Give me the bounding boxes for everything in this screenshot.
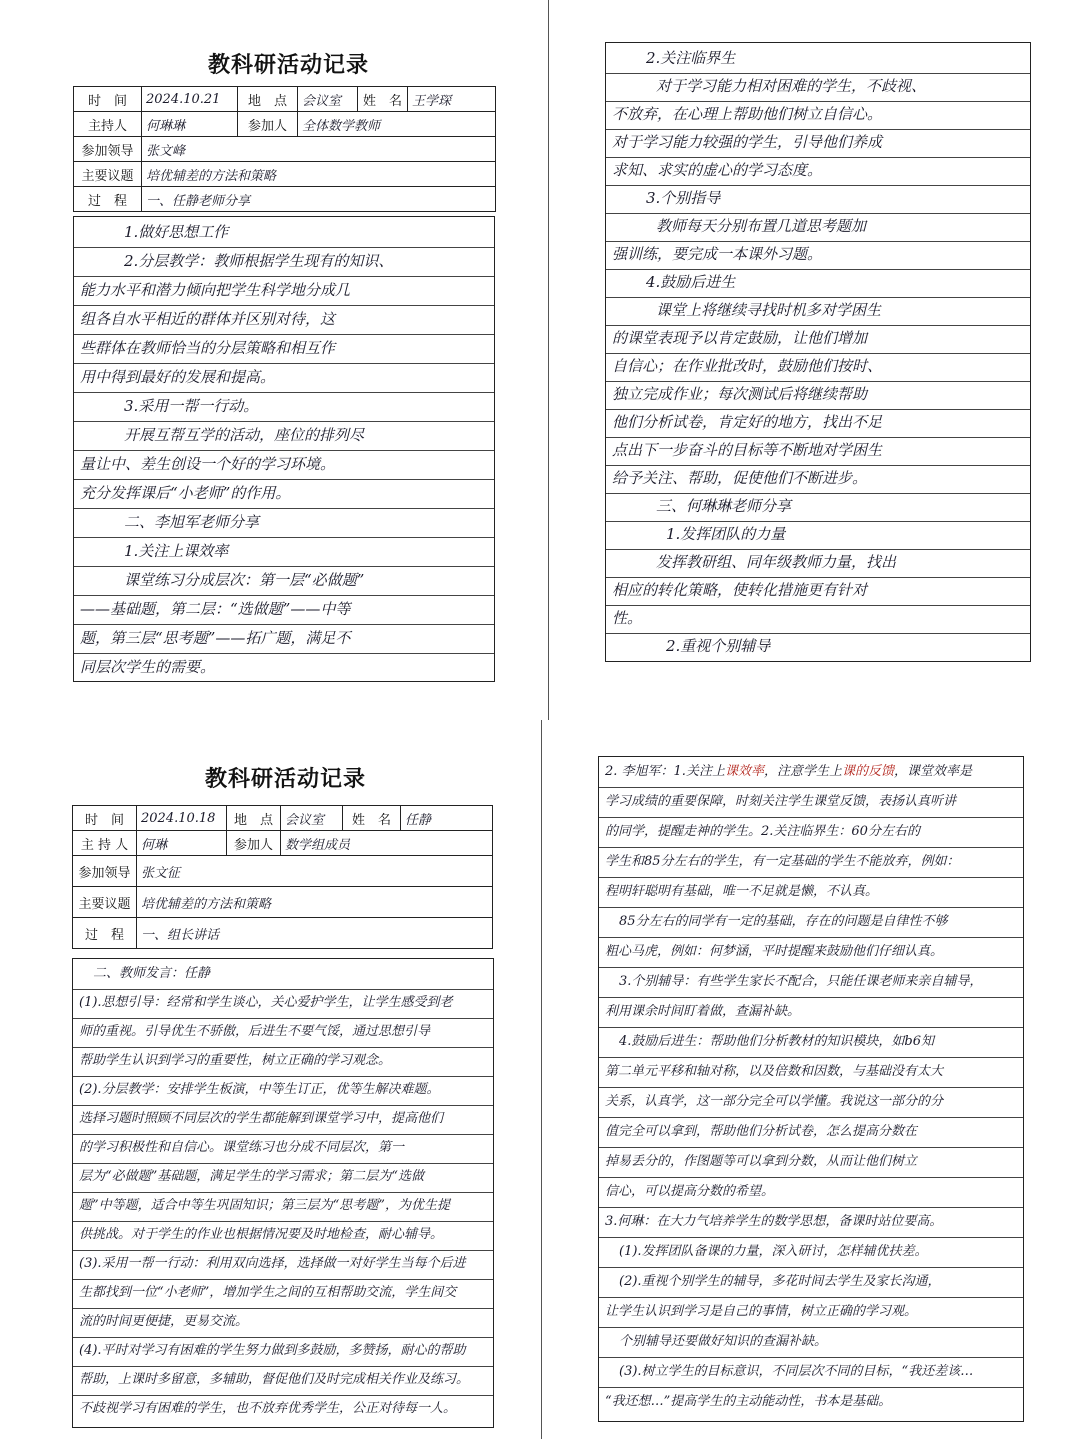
ruled-line: (3).采用一帮一行动：利用双向选择，选择做一对好学生当每个后进 (73, 1249, 493, 1280)
ruled-line: 2.重视个别辅导 (666, 637, 771, 655)
highlighted-text: 课效率 (724, 764, 764, 779)
ruled-line: 帮助学生认识到学习的重要性，树立正确的学习观念。 (73, 1046, 493, 1077)
top-left-record-table (73, 86, 496, 212)
ruled-line: 独立完成作业；每次测试后将继续帮助 (606, 379, 1030, 410)
participants-label: 参加人 (227, 831, 281, 856)
ruled-line: 1.关注上课效率 (74, 536, 494, 567)
process-label: 过 程 (73, 918, 137, 949)
ruled-line: (3).树立学生的目标意识，不同层次不同的目标，“我还差该… (599, 1357, 1023, 1388)
ruled-line: 给予关注、帮助，促使他们不断进步。 (606, 463, 1030, 494)
ruled-line: 教师每天分别布置几道思考题加 (606, 211, 1030, 242)
ruled-line: 1.发挥团队的力量 (606, 519, 1030, 550)
ruled-line: 二、教师发言：任静 (73, 959, 493, 990)
ruled-line: 3.何琳：在大力气培养学生的数学思想，备课时站位要高。 (599, 1207, 1023, 1238)
table-row (74, 137, 496, 162)
ruled-line: 点出下一步奋斗的目标等不断地对学困生 (606, 435, 1030, 466)
leader-value: 张文峰 (142, 137, 496, 162)
table-row (74, 162, 496, 187)
ruled-line: 同层次学生的需要。 (80, 658, 216, 676)
ruled-line: 供挑战。对于学生的作业也根据情况要及时地检查，耐心辅导。 (73, 1220, 493, 1251)
host-value: 何琳琳 (142, 112, 238, 137)
ruled-line: 学习成绩的重要保障，时刻关注学生课堂反馈，表扬认真听讲 (599, 787, 1023, 818)
ruled-line: (4).平时对学习有困难的学生努力做到多鼓励，多赞扬，耐心的帮助 (73, 1336, 493, 1367)
ruled-line: 发挥教研组、同年级教师力量，找出 (606, 547, 1030, 578)
ruled-line: 第二单元平移和轴对称，以及倍数和因数，与基础没有太大 (599, 1057, 1023, 1088)
leader-label: 参加领导 (73, 856, 137, 887)
name-value: 王学琛 (408, 87, 496, 112)
table-row (73, 806, 493, 831)
ruled-line: 的课堂表现予以肯定鼓励，让他们增加 (606, 323, 1030, 354)
ruled-line: 不放弃，在心理上帮助他们树立自信心。 (606, 99, 1030, 130)
ruled-line: 85分左右的同学有一定的基础，存在的问题是自律性不够 (599, 907, 1023, 938)
top-left-ruled-area (73, 216, 495, 682)
leader-label: 参加领导 (74, 137, 142, 162)
participants-label: 参加人 (238, 112, 298, 137)
topic-value: 培优辅差的方法和策略 (137, 887, 493, 918)
line-text: ，注意学生上 (763, 764, 842, 779)
process-value: 一、任静老师分享 (142, 187, 496, 212)
ruled-line: 题”中等题，适合中等生巩固知识；第三层为“思考题”，为优生提 (73, 1191, 493, 1222)
name-value: 任静 (401, 806, 493, 831)
ruled-line: 的学习积极性和自信心。课堂练习也分成不同层次，第一 (73, 1133, 493, 1164)
ruled-line: “我还想…”提高学生的主动能动性，书本是基础。 (605, 1394, 892, 1409)
ruled-line: (2).分层教学：安排学生板演，中等生订正，优等生解决难题。 (73, 1075, 493, 1106)
ruled-line: 3.个别指导 (606, 183, 1030, 214)
ruled-line: 量让中、差生创设一个好的学习环境。 (74, 449, 494, 480)
topic-label: 主要议题 (73, 887, 137, 918)
table-row (73, 887, 493, 918)
ruled-line: 个别辅导还要做好知识的查漏补缺。 (599, 1327, 1023, 1358)
place-value: 会议室 (298, 87, 358, 112)
ruled-line: 开展互帮互学的活动，座位的排列尽 (74, 420, 494, 451)
ruled-line: (1).发挥团队备课的力量，深入研讨，怎样辅优扶差。 (599, 1237, 1023, 1268)
ruled-line: 些群体在教师恰当的分层策略和相互作 (74, 333, 494, 364)
leader-value: 张文征 (137, 856, 493, 887)
ruled-line: 课堂上将继续寻找时机多对学困生 (606, 295, 1030, 326)
ruled-line: 相应的转化策略，使转化措施更有针对 (606, 575, 1030, 606)
ruled-line: 让学生认识到学习是自己的事情，树立正确的学习观。 (599, 1297, 1023, 1328)
ruled-line: 4.鼓励后进生 (606, 267, 1030, 298)
table-row (74, 187, 496, 212)
ruled-line: 值完全可以拿到，帮助他们分析试卷，怎么提高分数在 (599, 1117, 1023, 1148)
ruled-line: 层为“必做题”基础题，满足学生的学习需求；第二层为“选做 (73, 1162, 493, 1193)
top-left-title: 教科研活动记录 (208, 52, 370, 78)
ruled-line: 对于学习能力相对困难的学生，不歧视、 (606, 71, 1030, 102)
process-value: 一、组长讲话 (137, 918, 493, 949)
top-right-ruled-area (605, 42, 1031, 662)
ruled-line: 学生和85分左右的学生，有一定基础的学生不能放弃，例如： (599, 847, 1023, 878)
ruled-line: 的同学，提醒走神的学生。2.关注临界生：60分左右的 (599, 817, 1023, 848)
bottom-left-ruled-area (72, 958, 494, 1428)
name-label: 姓 名 (358, 87, 408, 112)
place-label: 地 点 (227, 806, 281, 831)
ruled-line: 充分发挥课后“小老师”的作用。 (74, 478, 494, 509)
process-label: 过 程 (74, 187, 142, 212)
line-text: 2. 李旭军：1.关注上 (605, 764, 725, 779)
ruled-line: 求知、求实的虚心的学习态度。 (606, 155, 1030, 186)
table-row (74, 87, 496, 112)
table-row (74, 112, 496, 137)
ruled-line: 程明轩聪明有基础，唯一不足就是懒，不认真。 (599, 877, 1023, 908)
ruled-line: (2).重视个别学生的辅导，多花时间去学生及家长沟通， (599, 1267, 1023, 1298)
ruled-line (599, 757, 1023, 788)
page-divider (548, 0, 549, 720)
ruled-line: 1.做好思想工作 (74, 217, 494, 248)
ruled-line: 对于学习能力较强的学生，引导他们养成 (606, 127, 1030, 158)
ruled-line: 自信心；在作业批改时，鼓励他们按时、 (606, 351, 1030, 382)
host-value: 何琳 (137, 831, 227, 856)
ruled-line: 粗心马虎，例如：何梦涵，平时提醒来鼓励他们仔细认真。 (599, 937, 1023, 968)
table-row (73, 918, 493, 949)
ruled-line: 2.关注临界生 (606, 43, 1030, 74)
topic-value: 培优辅差的方法和策略 (142, 162, 496, 187)
bottom-left-title: 教科研活动记录 (205, 766, 367, 792)
ruled-line: 他们分析试卷，肯定好的地方，找出不足 (606, 407, 1030, 438)
topic-label: 主要议题 (74, 162, 142, 187)
place-label: 地 点 (238, 87, 298, 112)
place-value: 会议室 (281, 806, 343, 831)
highlighted-text: 课的反馈 (841, 764, 894, 779)
ruled-line: 信心，可以提高分数的希望。 (599, 1177, 1023, 1208)
ruled-line: 流的时间更便捷，更易交流。 (73, 1307, 493, 1338)
time-value: 2024.10.18 (137, 806, 227, 831)
ruled-line: 课堂练习分成层次：第一层“必做题” (74, 565, 494, 596)
ruled-line: 生都找到一位“小老师”，增加学生之间的互相帮助交流，学生间交 (73, 1278, 493, 1309)
ruled-line: 利用课余时间盯着做，查漏补缺。 (599, 997, 1023, 1028)
ruled-line: 关系，认真学，这一部分完全可以学懂。我说这一部分的分 (599, 1087, 1023, 1118)
host-label: 主持人 (74, 112, 142, 137)
bottom-left-record-table (72, 805, 493, 949)
table-row (73, 831, 493, 856)
host-label: 主 持 人 (73, 831, 137, 856)
bottom-right-ruled-area (598, 756, 1024, 1422)
ruled-line: 掉易丢分的，作图题等可以拿到分数，从而让他们树立 (599, 1147, 1023, 1178)
ruled-line: 不歧视学习有困难的学生，也不放弃优秀学生，公正对待每一人。 (79, 1401, 457, 1416)
ruled-line: 用中得到最好的发展和提高。 (74, 362, 494, 393)
ruled-line: 题，第三层“思考题”——拓广题，满足不 (74, 623, 494, 654)
ruled-line: (1).思想引导：经常和学生谈心，关心爱护学生，让学生感受到老 (73, 988, 493, 1019)
ruled-line: 选择习题时照顾不同层次的学生都能解到课堂学习中，提高他们 (73, 1104, 493, 1135)
page-divider (541, 720, 542, 1439)
time-label: 时 间 (74, 87, 142, 112)
ruled-line: 2.分层教学：教师根据学生现有的知识、 (74, 246, 494, 277)
table-row (73, 856, 493, 887)
ruled-line: 3.个别辅导：有些学生家长不配合，只能任课老师来亲自辅导， (599, 967, 1023, 998)
ruled-line: 组各自水平相近的群体并区别对待，这 (74, 304, 494, 335)
ruled-line: 性。 (606, 603, 1030, 634)
time-label: 时 间 (73, 806, 137, 831)
ruled-line: 二、李旭军老师分享 (74, 507, 494, 538)
line-text: ，课堂效率是 (894, 764, 973, 779)
ruled-line: 能力水平和潜力倾向把学生科学地分成几 (74, 275, 494, 306)
ruled-line: 强训练，要完成一本课外习题。 (606, 239, 1030, 270)
name-label: 姓 名 (343, 806, 401, 831)
participants-value: 数学组成员 (281, 831, 493, 856)
ruled-line: 三、何琳琳老师分享 (606, 491, 1030, 522)
time-value: 2024.10.21 (142, 87, 238, 112)
ruled-line: ——基础题，第二层：“选做题”——中等 (74, 594, 494, 625)
ruled-line: 师的重视。引导优生不骄傲，后进生不要气馁，通过思想引导 (73, 1017, 493, 1048)
ruled-line: 4.鼓励后进生：帮助他们分析教材的知识模块，如b6知 (599, 1027, 1023, 1058)
participants-value: 全体数学教师 (298, 112, 496, 137)
ruled-line: 帮助，上课时多留意，多辅助，督促他们及时完成相关作业及练习。 (73, 1365, 493, 1396)
ruled-line: 3.采用一帮一行动。 (74, 391, 494, 422)
